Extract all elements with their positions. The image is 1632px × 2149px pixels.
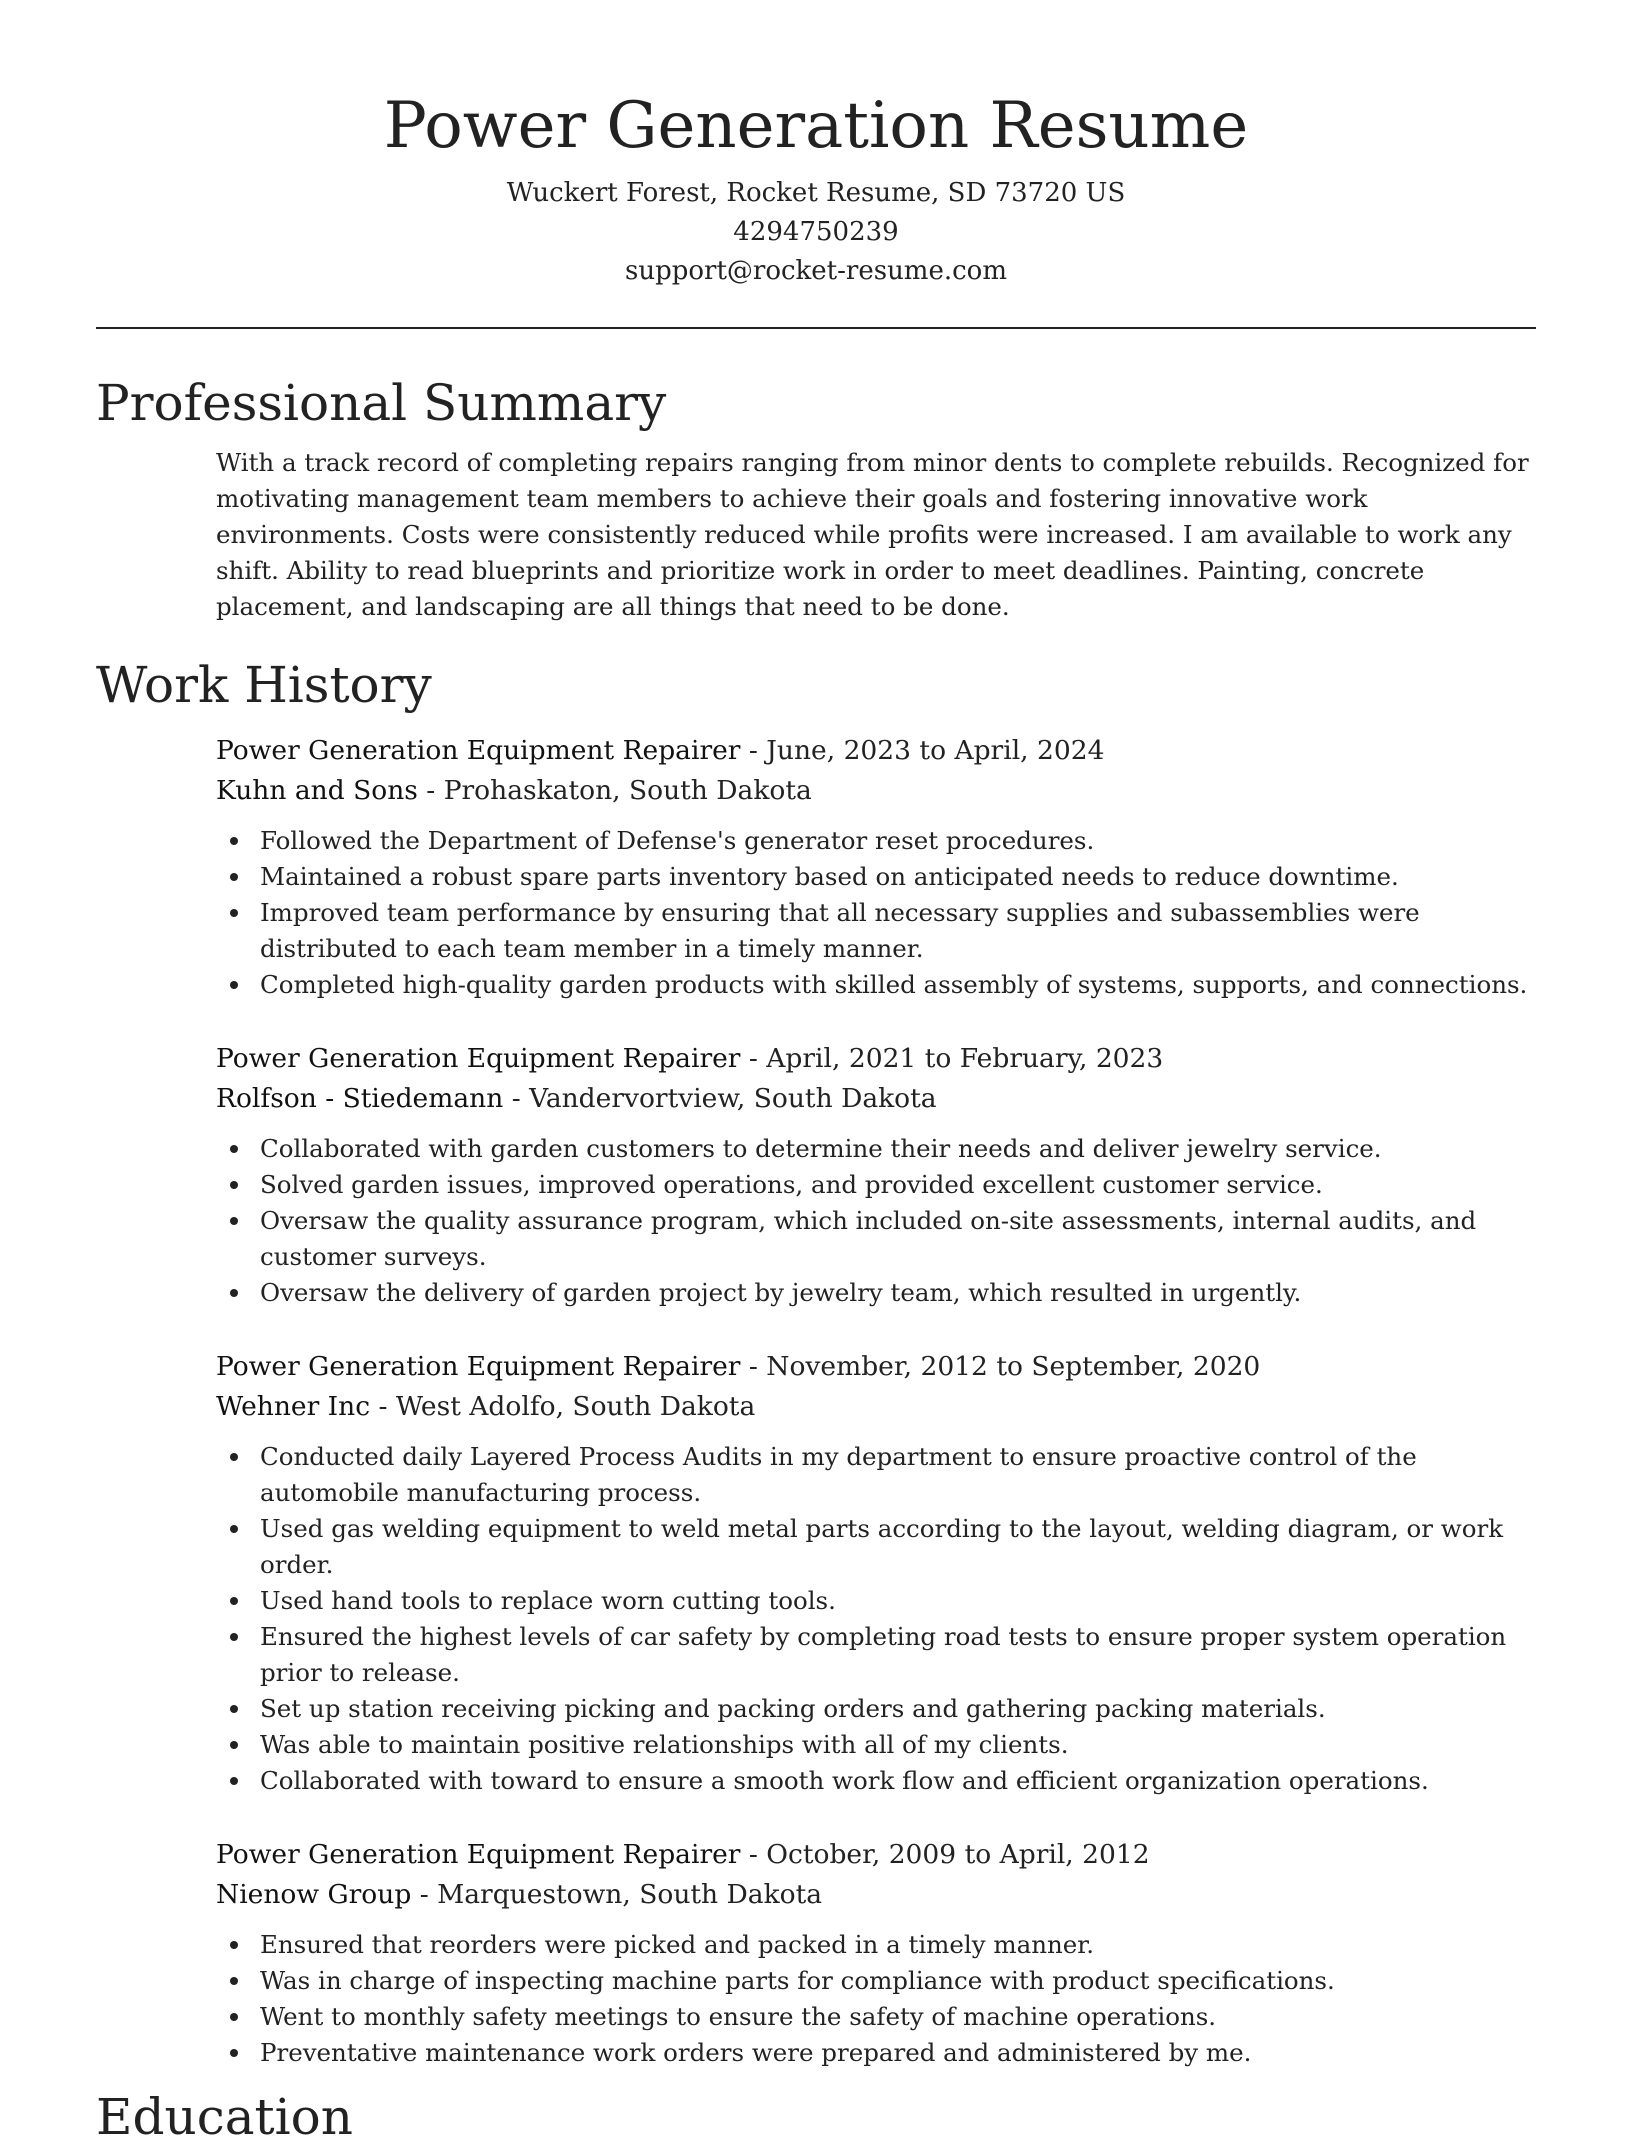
resume-header [96,0,1536,291]
job-company-line: Kuhn and Sons - Prohaskaton, South Dakota [216,775,812,806]
job-bullet-item: Improved team performance by ensuring that all necessary supplies and subassemblies were distributed to each team member in a timely manner. [260,895,1536,967]
job-dates: November, 2012 to September, 2020 [766,1351,1261,1382]
header-divider [96,327,1536,329]
job-title-line: Power Generation Equipment Repairer - June, 2023 to April, 2024 [216,735,1105,766]
job-title: Power Generation Equipment Repairer [216,735,741,766]
job-bullet-item: Was able to maintain positive relationships with all of my clients. [260,1727,1536,1763]
job-bullet-item: Oversaw the quality assurance program, which included on-site assessments, internal audits, and customer surveys. [260,1203,1536,1275]
job-bullet-item: Maintained a robust spare parts inventory based on anticipated needs to reduce downtime. [260,859,1536,895]
job-bullet-item: Oversaw the delivery of garden project by jewelry team, which resulted in urgently. [260,1275,1536,1311]
job-bullet-list [216,823,1536,1003]
job-title-line: Power Generation Equipment Repairer - April, 2021 to February, 2023 [216,1043,1164,1074]
job-location: West Adolfo, South Dakota [395,1391,756,1422]
job-company: Nienow Group [216,1879,412,1910]
job-company-line: Wehner Inc - West Adolfo, South Dakota [216,1391,756,1422]
job-bullet-list [216,1439,1536,1799]
job-bullet-item: Collaborated with garden customers to determine their needs and deliver jewelry service. [260,1131,1536,1167]
job-bullet-item: Ensured that reorders were picked and packed in a timely manner. [260,1927,1536,1963]
job-title: Power Generation Equipment Repairer [216,1043,741,1074]
work-history-heading: Work History [96,656,432,714]
resume-page [96,0,1536,2149]
job-bullet-item: Followed the Department of Defense's generator reset procedures. [260,823,1536,859]
job-bullet-item: Conducted daily Layered Process Audits in my department to ensure proactive control of the automobile manufacturing process. [260,1439,1536,1511]
education-heading: Education [96,2088,353,2146]
summary-heading: Professional Summary [96,374,667,432]
job-company: Rolfson - Stiedemann [216,1083,504,1114]
job-bullet-item: Used hand tools to replace worn cutting tools. [260,1583,1536,1619]
job-entry [216,1039,1536,1311]
job-bullet-item: Ensured the highest levels of car safety by completing road tests to ensure proper system operation prior to release. [260,1619,1536,1691]
job-company: Wehner Inc [216,1391,371,1422]
job-title-line: Power Generation Equipment Repairer - November, 2012 to September, 2020 [216,1351,1261,1382]
resume-title: Power Generation Resume [383,89,1249,163]
job-bullet-item: Completed high-quality garden products with skilled assembly of systems, supports, and connections. [260,967,1536,1003]
job-title-line: Power Generation Equipment Repairer - October, 2009 to April, 2012 [216,1839,1150,1870]
contact-block [96,174,1536,291]
job-title: Power Generation Equipment Repairer [216,1351,741,1382]
job-title: Power Generation Equipment Repairer [216,1839,741,1870]
job-entry [216,1347,1536,1799]
job-bullet-item: Was in charge of inspecting machine parts for compliance with product specifications. [260,1963,1536,1999]
job-location: Marquestown, South Dakota [437,1879,823,1910]
job-location: Prohaskaton, South Dakota [443,775,812,806]
job-bullet-item: Went to monthly safety meetings to ensure the safety of machine operations. [260,1999,1536,2035]
job-bullet-item: Solved garden issues, improved operations, and provided excellent customer service. [260,1167,1536,1203]
job-entry [216,731,1536,1003]
job-company: Kuhn and Sons [216,775,418,806]
job-bullet-item: Set up station receiving picking and packing orders and gathering packing materials. [260,1691,1536,1727]
contact-address: Wuckert Forest, Rocket Resume, SD 73720 US [506,178,1126,208]
job-dates: June, 2023 to April, 2024 [766,735,1105,766]
contact-email: support@rocket-resume.com [624,256,1007,286]
job-bullet-list [216,1927,1536,2071]
job-bullet-item: Used gas welding equipment to weld metal parts according to the layout, welding diagram, or work order. [260,1511,1536,1583]
work-history-list [216,731,1536,2071]
job-dates: October, 2009 to April, 2012 [766,1839,1150,1870]
job-dates: April, 2021 to February, 2023 [766,1043,1164,1074]
job-entry [216,1835,1536,2071]
contact-phone: 4294750239 [733,217,899,247]
job-location: Vandervortview, South Dakota [529,1083,937,1114]
job-bullet-item: Collaborated with toward to ensure a smooth work flow and efficient organization operations. [260,1763,1536,1799]
summary-text: With a track record of completing repairs ranging from minor dents to complete rebuilds. Recognized for motivating management team members to achieve their goals and fostering innovative work environments. Costs were consistently reduced while profits were increased. I am available to work any shift. Ability to read blueprints and prioritize work in order to meet deadlines. Painting, concrete placement, and landscaping are all things that need to be done. [216,448,1529,621]
job-bullet-list [216,1131,1536,1311]
job-company-line: Rolfson - Stiedemann - Vandervortview, South Dakota [216,1083,937,1114]
job-bullet-item: Preventative maintenance work orders were prepared and administered by me. [260,2035,1536,2071]
job-company-line: Nienow Group - Marquestown, South Dakota [216,1879,823,1910]
